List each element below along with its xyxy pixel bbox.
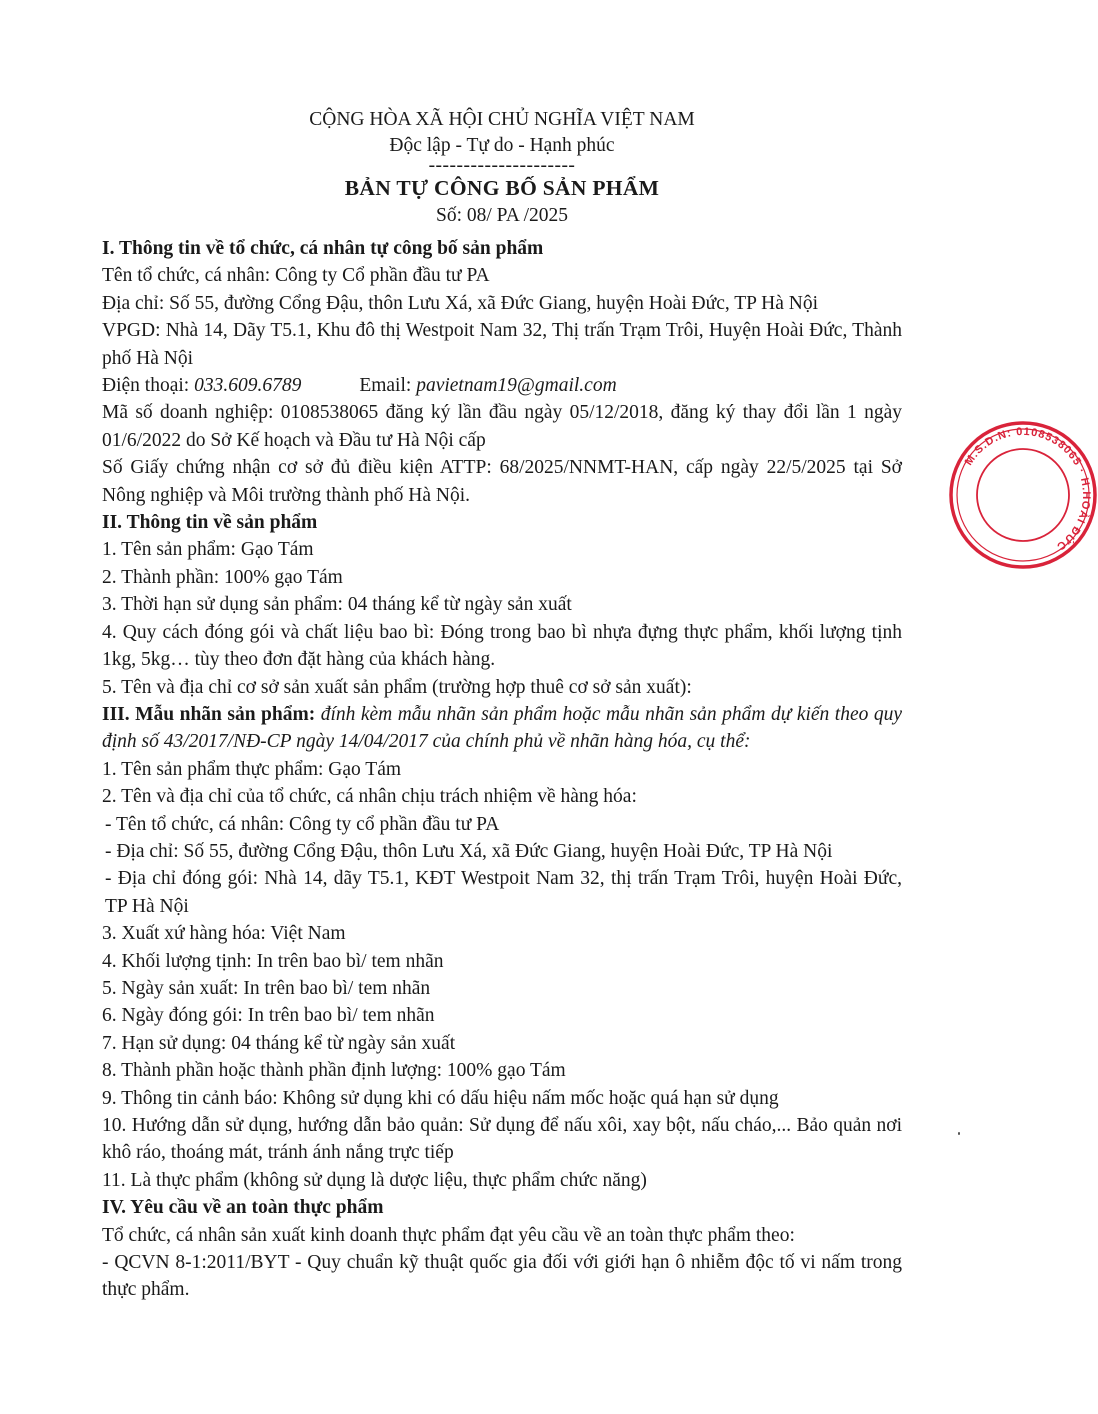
org-office: VPGD: Nhà 14, Dãy T5.1, Khu đô thị Westpoit Nam 32, Thị trấn Trạm Trôi, Huyện Hoài Đức, Thành phố Hà Nội bbox=[102, 320, 902, 369]
document-title: BẢN TỰ CÔNG BỐ SẢN PHẨM bbox=[344, 176, 660, 200]
product-item: 2. Thành phần: 100% gạo Tám bbox=[102, 566, 343, 588]
section3-heading-block bbox=[102, 701, 902, 756]
section1-heading: I. Thông tin về tổ chức, cá nhân tự công bố sản phẩm bbox=[102, 238, 544, 259]
scan-speck bbox=[958, 1132, 960, 1135]
phone-label: Điện thoại: bbox=[102, 375, 195, 397]
label-item: - Địa chỉ đóng gói: Nhà 14, dãy T5.1, KĐT Westpoit Nam 32, thị trấn Trạm Trôi, huyện Hoài Đức, TP Hà Nội bbox=[105, 868, 902, 917]
product-item: 3. Thời hạn sử dụng sản phẩm: 04 tháng kể từ ngày sản xuất bbox=[102, 594, 572, 616]
product-item: 4. Quy cách đóng gói và chất liệu bao bì: Đóng trong bao bì nhựa đựng thực phẩm, khối lượng tịnh 1kg, 5kg… tùy theo đơn đặt hàng của khách hàng. bbox=[102, 621, 902, 671]
label-item: 5. Ngày sản xuất: In trên bao bì/ tem nhãn bbox=[102, 977, 431, 999]
nation-header: CỘNG HÒA XÃ HỘI CHỦ NGHĨA VIỆT NAM bbox=[309, 109, 695, 130]
product-item: 1. Tên sản phẩm: Gạo Tám bbox=[102, 539, 314, 561]
label-item: - Địa chỉ: Số 55, đường Cổng Đậu, thôn Lưu Xá, xã Đức Giang, huyện Hoài Đức, TP Hà Nội bbox=[105, 840, 833, 862]
document-body bbox=[102, 107, 902, 1304]
company-seal bbox=[948, 420, 1098, 570]
product-item: 5. Tên và địa chỉ cơ sở sản xuất sản phẩm (trường hợp thuê cơ sở sản xuất): bbox=[102, 676, 692, 698]
label-item: 4. Khối lượng tịnh: In trên bao bì/ tem nhãn bbox=[102, 950, 444, 972]
label-item: 1. Tên sản phẩm thực phẩm: Gạo Tám bbox=[102, 758, 402, 780]
divider: --------------------- bbox=[428, 155, 576, 176]
seal-text: M.S.D.N: 0108538065 · H.HOÀI ĐỨC bbox=[962, 425, 1093, 553]
label-item: 3. Xuất xứ hàng hóa: Việt Nam bbox=[102, 923, 346, 945]
label-item: 7. Hạn sử dụng: 04 tháng kể từ ngày sản xuất bbox=[102, 1032, 456, 1054]
org-address: Địa chỉ: Số 55, đường Cổng Đậu, thôn Lưu Xá, xã Đức Giang, huyện Hoài Đức, TP Hà Nội bbox=[102, 292, 819, 314]
contact-line bbox=[102, 372, 902, 399]
seal-graphic bbox=[948, 420, 1098, 570]
phone-value: 033.609.6789 bbox=[194, 375, 302, 397]
org-name: Tên tổ chức, cá nhân: Công ty Cổ phần đầu tư PA bbox=[102, 265, 490, 287]
section2-heading: II. Thông tin về sản phẩm bbox=[102, 512, 318, 534]
document-number: Số: 08/ PA /2025 bbox=[435, 205, 569, 226]
safety-intro: Tổ chức, cá nhân sản xuất kinh doanh thực phẩm đạt yêu cầu về an toàn thực phẩm theo: bbox=[102, 1224, 795, 1246]
label-item: 2. Tên và địa chỉ của tổ chức, cá nhân chịu trách nhiệm về hàng hóa: bbox=[102, 786, 637, 808]
email-label: Email: bbox=[359, 375, 417, 397]
motto: Độc lập - Tự do - Hạnh phúc bbox=[389, 135, 615, 156]
section4-heading: IV. Yêu cầu về an toàn thực phẩm bbox=[102, 1197, 384, 1219]
label-item: 10. Hướng dẫn sử dụng, hướng dẫn bảo quản: Sử dụng để nấu xôi, xay bột, nấu cháo,... Bảo quản nơi khô ráo, thoáng mát, tránh ánh nắng trực tiếp bbox=[102, 1115, 902, 1164]
section3-note: đính kèm mẫu nhãn sản phẩm hoặc mẫu nhãn sản phẩm dự kiến theo quy định số 43/2017/NĐ-CP ngày 14/04/2017 của chính phủ về nhãn hàng hóa, cụ thể: bbox=[102, 703, 902, 753]
label-item: 11. Là thực phẩm (không sử dụng là dược liệu, thực phẩm chức năng) bbox=[102, 1169, 647, 1191]
safety-standard: - QCVN 8-1:2011/BYT - Quy chuẩn kỹ thuật quốc gia đối với giới hạn ô nhiễm độc tố vi nấm trong thực phẩm. bbox=[102, 1252, 902, 1301]
label-item: 8. Thành phần hoặc thành phần định lượng: 100% gạo Tám bbox=[102, 1060, 566, 1082]
business-code: Mã số doanh nghiệp: 0108538065 đăng ký lần đầu ngày 05/12/2018, đăng ký thay đổi lần 1 ngày 01/6/2022 do Sở Kế hoạch và Đầu tư Hà Nội cấp bbox=[102, 402, 902, 451]
label-item: 9. Thông tin cảnh báo: Không sử dụng khi có dấu hiệu nấm mốc hoặc quá hạn sử dụng bbox=[102, 1087, 779, 1109]
label-item: - Tên tổ chức, cá nhân: Công ty cổ phần đầu tư PA bbox=[105, 813, 500, 835]
email-value: pavietnam19@gmail.com bbox=[416, 375, 617, 397]
section3-heading: III. Mẫu nhãn sản phẩm: bbox=[102, 703, 316, 725]
label-item: 6. Ngày đóng gói: In trên bao bì/ tem nhãn bbox=[102, 1005, 435, 1027]
food-safety-certificate: Số Giấy chứng nhận cơ sở đủ điều kiện ATTP: 68/2025/NNMT-HAN, cấp ngày 22/5/2025 tại Sở Nông nghiệp và Môi trường thành phố Hà Nội. bbox=[102, 457, 902, 506]
